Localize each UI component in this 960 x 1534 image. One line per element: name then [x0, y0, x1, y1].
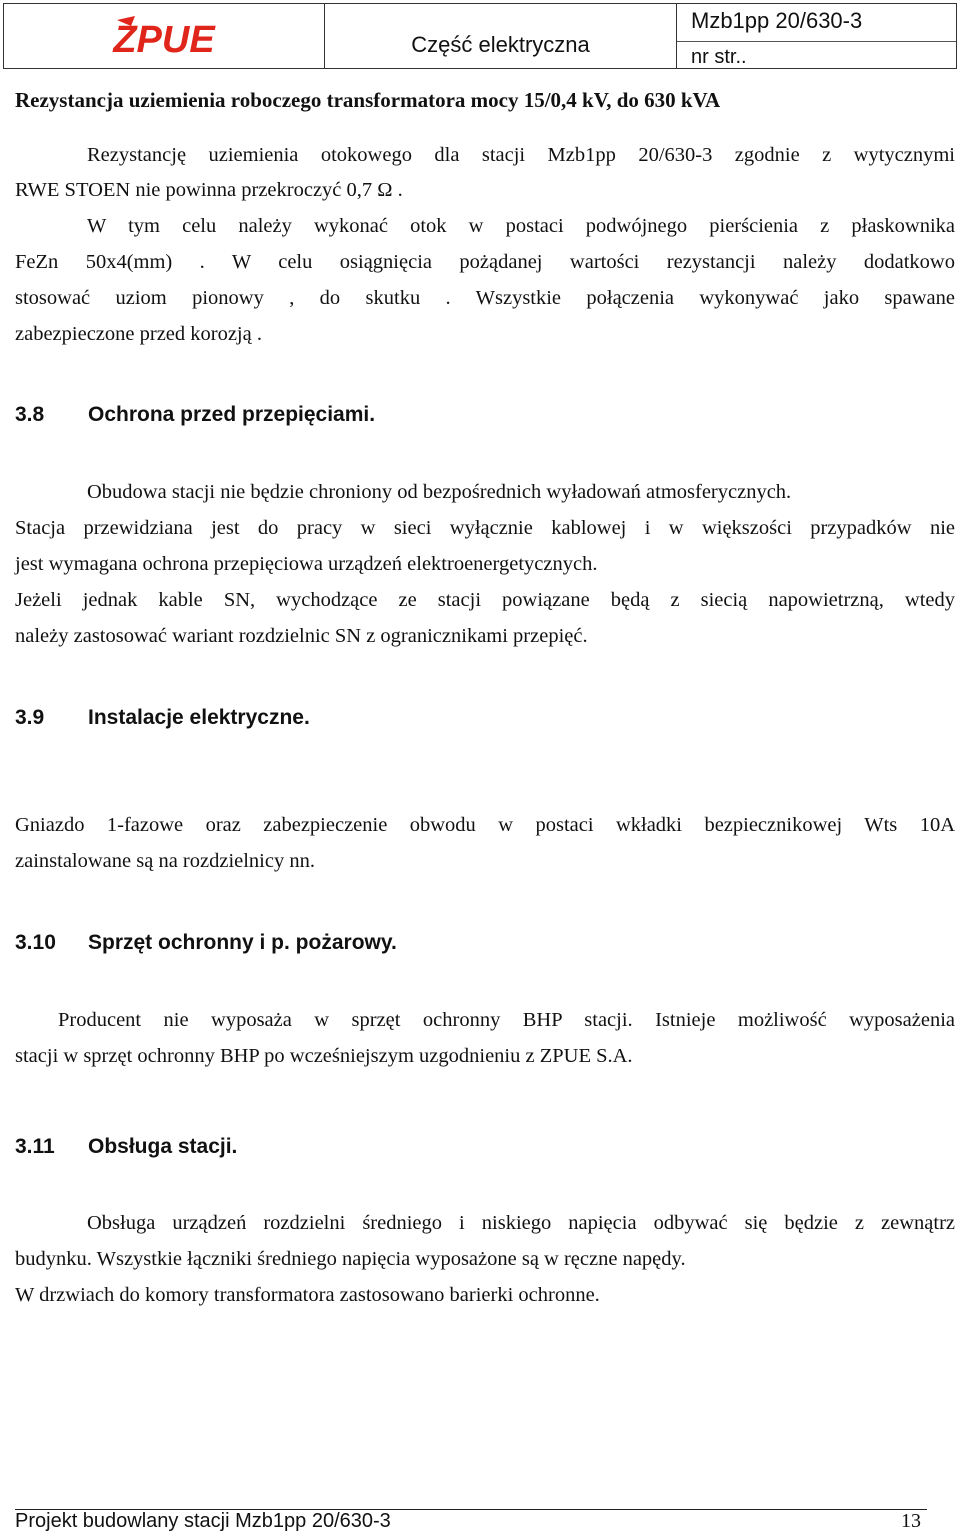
section-title: Ochrona przed przepięciami.: [88, 403, 376, 426]
paragraph-line: jest wymagana ochrona przepięciowa urządzeń elektroenergetycznych.: [15, 553, 598, 575]
logo-text: ZPUE: [113, 19, 215, 60]
section-title: Instalacje elektryczne.: [88, 706, 310, 729]
section-heading-3-10: [15, 931, 397, 955]
header-divider: [677, 41, 956, 42]
paragraph-line: W drzwiach do komory transformatora zastosowano barierki ochronne.: [15, 1284, 600, 1306]
paragraph-line: Obsługa urządzeń rozdzielni średniego i niskiego napięcia odbywać się będzie z zewnątrz: [87, 1212, 955, 1234]
section-title: Obsługa stacji.: [88, 1135, 238, 1158]
section-title-cell: [325, 4, 677, 68]
paragraph-line: zainstalowane są na rozdzielnicy nn.: [15, 850, 315, 872]
paragraph-line: Producent nie wyposaża w sprzęt ochronny BHP stacji. Istnieje możliwość wyposażenia: [58, 1009, 955, 1031]
section-heading-3-9: [15, 706, 310, 730]
paragraph-line: RWE STOEN nie powinna przekroczyć 0,7 Ω .: [15, 179, 403, 201]
paragraph-line: stacji w sprzęt ochronny BHP po wcześniejszym uzgodnieniu z ZPUE S.A.: [15, 1045, 633, 1067]
page-footer: [15, 1509, 927, 1532]
logo-cell: [4, 4, 325, 68]
paragraph-line: Rezystancję uziemienia otokowego dla stacji Mzb1pp 20/630-3 zgodnie z wytycznymi: [87, 144, 955, 166]
paragraph-line: należy zastosować wariant rozdzielnic SN z ogranicznikami przepięć.: [15, 625, 588, 647]
section-heading-3-8: [15, 403, 375, 427]
paragraph-line: FeZn 50x4(mm) . W celu osiągnięcia pożądanej wartości rezystancji należy dodatkowo: [15, 251, 955, 273]
document-code: Mzb1pp 20/630-3: [691, 8, 863, 33]
paragraph-line: Stacja przewidziana jest do pracy w sieci wyłącznie kablowej i w większości przypadków nie: [15, 517, 955, 539]
section-number: 3.8: [15, 403, 45, 426]
paragraph-line: Jeżeli jednak kable SN, wychodzące ze stacji powiązane będą z siecią napowietrzną, wtedy: [15, 589, 955, 611]
footer-project-title: Projekt budowlany stacji Mzb1pp 20/630-3: [15, 1510, 391, 1532]
paragraph-line: stosować uziom pionowy , do skutku . Wszystkie połączenia wykonywać jako spawane: [15, 287, 955, 309]
section-number: 3.11: [15, 1135, 55, 1158]
paragraph-line: Gniazdo 1-fazowe oraz zabezpieczenie obwodu w postaci wkładki bezpiecznikowej Wts 10A: [15, 814, 955, 836]
code-cell: [677, 4, 956, 68]
paragraph-line: budynku. Wszystkie łączniki średniego napięcia wyposażone są w ręczne napędy.: [15, 1248, 686, 1270]
resistance-heading: Rezystancja uziemienia roboczego transformatora mocy 15/0,4 kV, do 630 kVA: [15, 88, 721, 112]
page-label: nr str..: [691, 46, 747, 68]
footer-page-number: 13: [901, 1510, 921, 1532]
section-heading-3-11: [15, 1135, 237, 1159]
section-number: 3.9: [15, 706, 45, 729]
paragraph-line: Obudowa stacji nie będzie chroniony od bezpośrednich wyładowań atmosferycznych.: [87, 481, 792, 503]
page-header: [3, 3, 957, 69]
section-number: 3.10: [15, 931, 56, 954]
section-title: Sprzęt ochronny i p. pożarowy.: [88, 931, 397, 954]
section-title: Część elektryczna: [411, 32, 590, 57]
paragraph-line: W tym celu należy wykonać otok w postaci podwójnego pierścienia z płaskownika: [87, 215, 955, 237]
paragraph-line: zabezpieczone przed korozją .: [15, 323, 262, 345]
zpue-logo: [109, 12, 219, 60]
